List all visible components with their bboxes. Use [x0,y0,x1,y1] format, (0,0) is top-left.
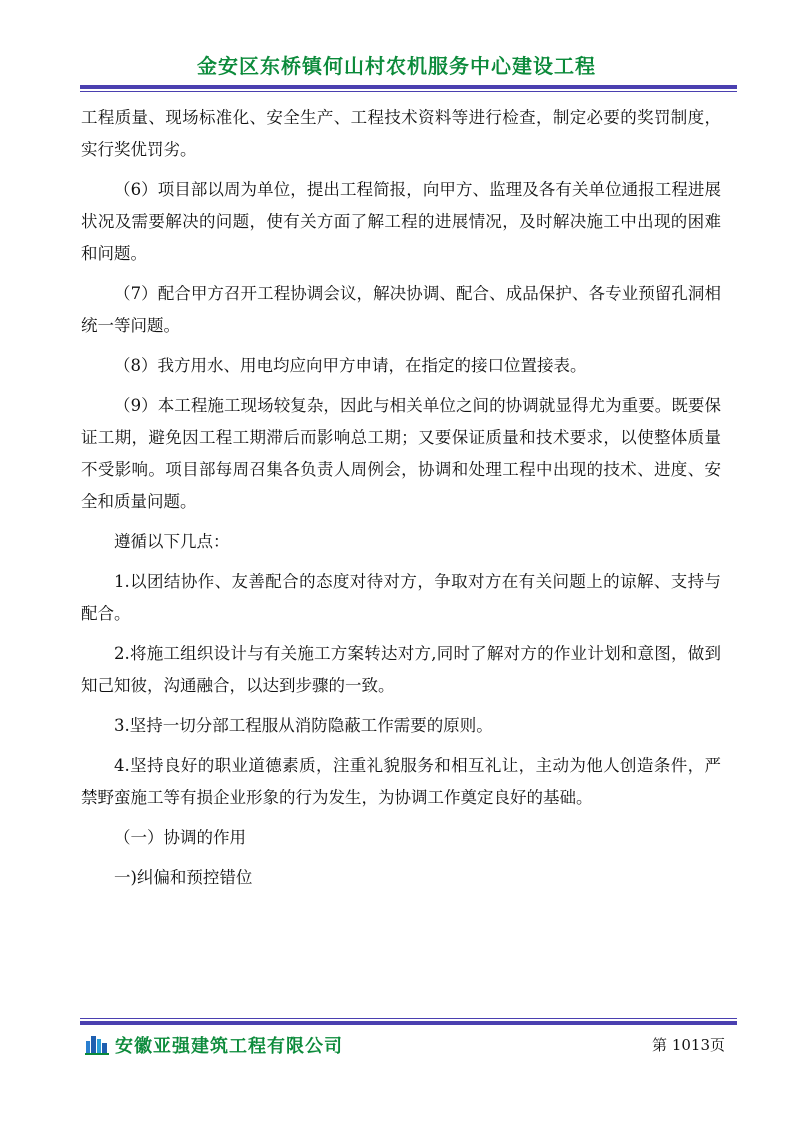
paragraph: 3.坚持一切分部工程服从消防隐蔽工作需要的原则。 [114,716,493,735]
paragraph: （6）项目部以周为单位，提出工程简报，向甲方、监理及各有关单位通报工程进展状况及需要解决的问题，使有关方面了解工程的进展情况，及时解决施工中出现的困难和问题。 [81,180,721,263]
paragraph: （9）本工程施工现场较复杂，因此与相关单位之间的协调就显得尤为重要。既要保证工期，避免因工程工期滞后而影响总工期；又要保证质量和技术要求，以使整体质量不受影响。项目部每周召集各负责人周例会，协调和处理工程中出现的技术、进度、安全和质量问题。 [81,396,721,511]
section-heading: （一）协调的作用 [114,828,246,847]
document-body [81,102,721,902]
paragraph: 工程质量、现场标准化、安全生产、工程技术资料等进行检查，制定必要的奖罚制度，实行奖优罚劣。 [81,108,721,159]
document-header-title: 金安区东桥镇何山村农机服务中心建设工程 [197,54,596,78]
paragraph: （7）配合甲方召开工程协调会议，解决协调、配合、成品保护、各专业预留孔洞相统一等问题。 [81,284,721,335]
paragraph: 4.坚持良好的职业道德素质，注重礼貌服务和相互礼让，主动为他人创造条件，严禁野蛮施工等有损企业形象的行为发生，为协调工作奠定良好的基础。 [81,756,721,807]
paragraph: 1.以团结协作、友善配合的态度对待对方，争取对方在有关问题上的谅解、支持与配合。 [81,572,721,623]
paragraph: 2.将施工组织设计与有关施工方案转达对方,同时了解对方的作业计划和意图，做到知己知彼，沟通融合，以达到步骤的一致。 [81,644,721,695]
building-logo-icon [85,1033,109,1055]
document-footer [85,1030,725,1060]
paragraph: （8）我方用水、用电均应向甲方申请，在指定的接口位置接表。 [114,356,587,375]
header-divider [80,85,737,92]
page-number: 第 1013页 [652,1036,725,1054]
subsection-heading: 一)纠偏和预控错位 [114,868,253,887]
footer-divider [80,1018,737,1025]
paragraph: 遵循以下几点： [114,532,230,551]
company-name: 安徽亚强建筑工程有限公司 [115,1036,343,1057]
